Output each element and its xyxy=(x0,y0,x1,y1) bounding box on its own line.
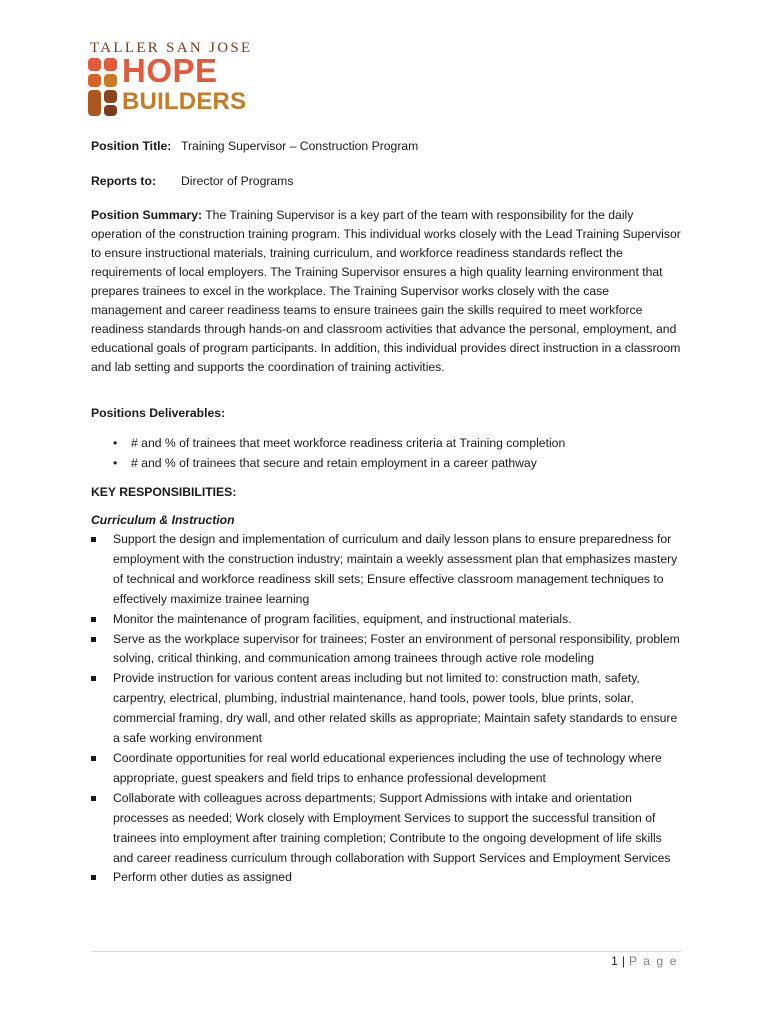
page-number: 1 xyxy=(611,954,618,968)
footer-separator: | xyxy=(621,954,625,968)
reports-to-label: Reports to: xyxy=(91,174,156,188)
logo-word-hope: HOPE xyxy=(122,52,218,89)
list-item: Serve as the workplace supervisor for trainees; Foster an environment of personal responsibility, problem solving, critical thinking, and communication among trainees through active role modeling xyxy=(91,630,681,670)
square-bullet-icon xyxy=(91,676,96,681)
position-summary-text: The Training Supervisor is a key part of the team with responsibility for the daily operation of the construction training program. This individual works closely with the Lead Training Supervisor to ensure instructional materials, training curriculum, and workforce readiness standards reflect the requirements of local employers. The Training Supervisor ensures a high quality learning environment that prepares trainees to excel in the workplace. The Training Supervisor works closely with the case management and career readiness teams to ensure trainees gain the skills required to meet workforce readiness standards through hands-on and classroom activities that advance the personal, employment, and educational goals of program participants. In addition, this individual provides direct instruction in a classroom and lab setting and supports the coordination of training activities. xyxy=(91,208,681,374)
list-item: Collaborate with colleagues across departments; Support Admissions with intake and orientation processes as needed; Work closely with Employment Services to support the successful transition of trainees into employment after training completion; Contribute to the ongoing development of life skills and career readiness curriculum through collaboration with Support Services and Employment Services xyxy=(91,789,681,869)
position-summary xyxy=(91,206,681,377)
square-bullet-icon xyxy=(91,796,96,801)
list-item: Coordinate opportunities for real world educational experiences including the use of technology where appropriate, guest speakers and field trips to enhance professional development xyxy=(91,749,681,789)
list-item: • # and % of trainees that meet workforce readiness criteria at Training completion xyxy=(91,433,681,453)
organization-logo xyxy=(88,40,278,122)
list-item: Provide instruction for various content areas including but not limited to: construction math, safety, carpentry, electrical, plumbing, industrial maintenance, hand tools, power tools, blue prints, solar, commercial framing, dry wall, and other related skills as appropriate; Maintain safety standards to ensure a safe working environment xyxy=(91,669,681,749)
deliverables-heading: Positions Deliverables: xyxy=(91,406,226,420)
key-responsibilities-heading: KEY RESPONSIBILITIES: xyxy=(91,485,237,499)
bullet-icon: • xyxy=(113,456,118,470)
square-bullet-icon xyxy=(91,637,96,642)
list-item: Monitor the maintenance of program facilities, equipment, and instructional materials. xyxy=(91,610,681,630)
position-title-label: Position Title: xyxy=(91,139,172,153)
logo-mark-icon xyxy=(88,58,118,118)
footer-divider xyxy=(91,951,681,952)
list-item: • # and % of trainees that secure and retain employment in a career pathway xyxy=(91,453,681,473)
square-bullet-icon xyxy=(91,756,96,761)
deliverables-list xyxy=(91,433,681,473)
list-item: Support the design and implementation of curriculum and daily lesson plans to ensure preparedness for employment with the construction industry; maintain a weekly assessment plan that emphasizes mastery of technical and workforce readiness skill sets; Ensure effective classroom management techniques to effectively maximize trainee learning xyxy=(91,530,681,610)
curriculum-instruction-subheading: Curriculum & Instruction xyxy=(91,513,235,527)
square-bullet-icon xyxy=(91,875,96,880)
list-item: Perform other duties as assigned xyxy=(91,868,681,888)
position-summary-label: Position Summary: xyxy=(91,208,203,222)
responsibilities-list xyxy=(91,530,681,888)
page-label: P a g e xyxy=(628,954,678,968)
reports-to-value: Director of Programs xyxy=(181,174,294,188)
logo-top-line: TALLER SAN JOSE xyxy=(90,40,253,56)
reports-to-row xyxy=(91,172,681,191)
square-bullet-icon xyxy=(91,617,96,622)
position-title-row xyxy=(91,137,681,156)
page-footer xyxy=(611,954,678,968)
bullet-icon: • xyxy=(113,436,118,450)
position-title-value: Training Supervisor – Construction Program xyxy=(181,139,419,153)
square-bullet-icon xyxy=(91,537,96,542)
logo-word-builders: BUILDERS xyxy=(122,88,247,115)
